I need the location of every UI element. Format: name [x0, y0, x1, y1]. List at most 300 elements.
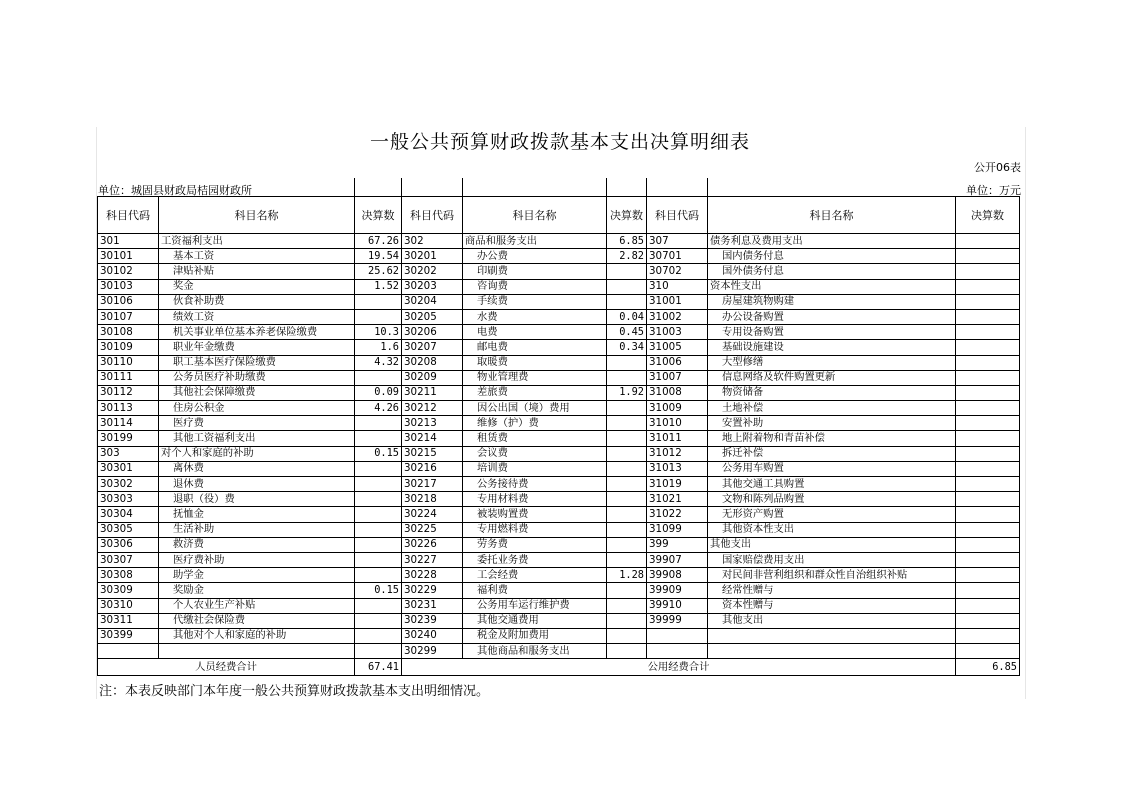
table-cell: 399: [647, 537, 708, 552]
table-cell: [355, 416, 402, 431]
table-row: [98, 628, 1020, 643]
table-row: [98, 279, 1020, 294]
table-cell: 302: [402, 234, 463, 249]
public-total-value: 6.85: [956, 659, 1020, 676]
table-cell: [607, 552, 647, 567]
table-cell: 30701: [647, 249, 708, 264]
table-cell: [355, 568, 402, 583]
column-header: 科目名称: [463, 197, 607, 234]
table-cell: 30212: [402, 401, 463, 416]
table-cell: 职工基本医疗保险缴费: [159, 355, 355, 370]
table-cell: 30113: [98, 401, 159, 416]
table-cell: 职业年金缴费: [159, 340, 355, 355]
table-cell: 310: [647, 279, 708, 294]
table-cell: [956, 431, 1020, 446]
table-cell: 30302: [98, 477, 159, 492]
form-number: 公开06表: [974, 161, 1021, 174]
table-cell: 物业管理费: [463, 370, 607, 385]
table-cell: [956, 613, 1020, 628]
table-cell: 0.09: [355, 385, 402, 400]
table-row: [98, 416, 1020, 431]
table-cell: [355, 507, 402, 522]
table-cell: 31009: [647, 401, 708, 416]
table-cell: 30209: [402, 370, 463, 385]
table-cell: [956, 264, 1020, 279]
table-cell: 委托业务费: [463, 552, 607, 567]
table-cell: 信息网络及软件购置更新: [708, 370, 956, 385]
table-cell: 对民间非营利组织和群众性自治组织补贴: [708, 568, 956, 583]
table-cell: [98, 644, 159, 659]
table-cell: [708, 644, 956, 659]
table-cell: 印刷费: [463, 264, 607, 279]
column-header: 科目代码: [647, 197, 708, 234]
table-row: [98, 613, 1020, 628]
table-cell: 30201: [402, 249, 463, 264]
table-cell: 其他对个人和家庭的补助: [159, 628, 355, 643]
table-cell: 4.26: [355, 401, 402, 416]
table-cell: 10.3: [355, 325, 402, 340]
table-cell: 国家赔偿费用支出: [708, 552, 956, 567]
table-cell: 30308: [98, 568, 159, 583]
table-cell: 31021: [647, 492, 708, 507]
table-cell: [607, 477, 647, 492]
header-row: [98, 197, 1020, 234]
table-cell: [956, 385, 1020, 400]
table-cell: 维修（护）费: [463, 416, 607, 431]
table-cell: [956, 370, 1020, 385]
table-cell: 电费: [463, 325, 607, 340]
table-cell: [355, 644, 402, 659]
table-cell: 30299: [402, 644, 463, 659]
table-cell: [607, 355, 647, 370]
table-cell: [956, 492, 1020, 507]
table-cell: 其他商品和服务支出: [463, 644, 607, 659]
table-cell: 31007: [647, 370, 708, 385]
table-cell: 30225: [402, 522, 463, 537]
table-cell: [956, 477, 1020, 492]
table-cell: 资本性支出: [708, 279, 956, 294]
table-cell: 30227: [402, 552, 463, 567]
table-cell: [355, 431, 402, 446]
table-cell: 30199: [98, 431, 159, 446]
table-row: [98, 461, 1020, 476]
table-cell: 代缴社会保险费: [159, 613, 355, 628]
table-cell: 30301: [98, 461, 159, 476]
table-cell: 差旅费: [463, 385, 607, 400]
table-cell: [355, 309, 402, 324]
table-cell: 30217: [402, 477, 463, 492]
table-row: [98, 568, 1020, 583]
table-cell: 30218: [402, 492, 463, 507]
table-cell: 劳务费: [463, 537, 607, 552]
table-cell: 其他交通工具购置: [708, 477, 956, 492]
table-cell: 救济费: [159, 537, 355, 552]
table-row: [98, 385, 1020, 400]
table-cell: [607, 264, 647, 279]
table-cell: 30102: [98, 264, 159, 279]
table-cell: 无形资产购置: [708, 507, 956, 522]
table-cell: [355, 598, 402, 613]
table-cell: [355, 461, 402, 476]
table-row: [98, 598, 1020, 613]
table-cell: 工会经费: [463, 568, 607, 583]
table-cell: 住房公积金: [159, 401, 355, 416]
table-cell: [607, 522, 647, 537]
table-row: [98, 477, 1020, 492]
table-cell: 1.28: [607, 568, 647, 583]
table-cell: 办公设备购置: [708, 309, 956, 324]
table-cell: [607, 628, 647, 643]
table-cell: 30231: [402, 598, 463, 613]
table-cell: 其他社会保障缴费: [159, 385, 355, 400]
table-cell: 取暖费: [463, 355, 607, 370]
table-cell: 31022: [647, 507, 708, 522]
table-cell: 退职（役）费: [159, 492, 355, 507]
table-cell: 拆迁补偿: [708, 446, 956, 461]
table-row: [98, 264, 1020, 279]
table-cell: 福利费: [463, 583, 607, 598]
table-row: [98, 583, 1020, 598]
table-cell: 31006: [647, 355, 708, 370]
table-cell: [956, 340, 1020, 355]
table-cell: [355, 537, 402, 552]
table-cell: 公务接待费: [463, 477, 607, 492]
table-cell: 30309: [98, 583, 159, 598]
table-cell: [607, 461, 647, 476]
table-cell: 土地补偿: [708, 401, 956, 416]
table-row: [98, 340, 1020, 355]
table-cell: 公务员医疗补助缴费: [159, 370, 355, 385]
table-cell: 专用材料费: [463, 492, 607, 507]
table-cell: 离休费: [159, 461, 355, 476]
table-row: [98, 552, 1020, 567]
personnel-total-value: 67.41: [355, 659, 402, 676]
table-cell: 税金及附加费用: [463, 628, 607, 643]
table-cell: 医疗费: [159, 416, 355, 431]
public-total-label: 公用经费合计: [402, 659, 956, 676]
table-cell: [956, 507, 1020, 522]
table-cell: [607, 279, 647, 294]
table-cell: 助学金: [159, 568, 355, 583]
table-cell: 31001: [647, 294, 708, 309]
table-cell: 2.82: [607, 249, 647, 264]
table-cell: [956, 325, 1020, 340]
table-cell: 30112: [98, 385, 159, 400]
column-header: 科目名称: [708, 197, 956, 234]
table-cell: 30399: [98, 628, 159, 643]
table-cell: 31011: [647, 431, 708, 446]
table-cell: 退休费: [159, 477, 355, 492]
table-cell: 国内债务付息: [708, 249, 956, 264]
table-cell: 31013: [647, 461, 708, 476]
table-cell: 30240: [402, 628, 463, 643]
table-row: [98, 537, 1020, 552]
table-cell: [956, 552, 1020, 567]
table-cell: 其他交通费用: [463, 613, 607, 628]
table-cell: [355, 492, 402, 507]
table-row: [98, 249, 1020, 264]
table-cell: 30224: [402, 507, 463, 522]
table-cell: 培训费: [463, 461, 607, 476]
table-cell: 0.15: [355, 446, 402, 461]
table-cell: [956, 401, 1020, 416]
table-cell: 商品和服务支出: [463, 234, 607, 249]
table-cell: 其他支出: [708, 537, 956, 552]
table-cell: 31003: [647, 325, 708, 340]
table-cell: 39910: [647, 598, 708, 613]
table-cell: [607, 613, 647, 628]
table-cell: 基础设施建设: [708, 340, 956, 355]
table-cell: 30101: [98, 249, 159, 264]
table-cell: 咨询费: [463, 279, 607, 294]
table-cell: 67.26: [355, 234, 402, 249]
table-cell: 30702: [647, 264, 708, 279]
table-cell: 25.62: [355, 264, 402, 279]
table-cell: 抚恤金: [159, 507, 355, 522]
table-cell: 专用燃料费: [463, 522, 607, 537]
table-row: [98, 234, 1020, 249]
table-cell: 39907: [647, 552, 708, 567]
table-cell: 奖励金: [159, 583, 355, 598]
table-cell: [956, 309, 1020, 324]
table-cell: 专用设备购置: [708, 325, 956, 340]
unit-row: [98, 178, 1020, 197]
table-cell: [956, 568, 1020, 583]
table-cell: 30110: [98, 355, 159, 370]
table-cell: 30202: [402, 264, 463, 279]
table-cell: 1.92: [607, 385, 647, 400]
table-cell: 债务利息及费用支出: [708, 234, 956, 249]
table-cell: [956, 355, 1020, 370]
table-cell: 其他资本性支出: [708, 522, 956, 537]
table-cell: 安置补助: [708, 416, 956, 431]
table-cell: [607, 416, 647, 431]
table-cell: 0.04: [607, 309, 647, 324]
table-cell: 30111: [98, 370, 159, 385]
table-cell: 对个人和家庭的补助: [159, 446, 355, 461]
table-cell: [355, 370, 402, 385]
footnote: 注：本表反映部门本年度一般公共预算财政拨款基本支出明细情况。: [99, 684, 490, 699]
table-cell: 30239: [402, 613, 463, 628]
table-cell: 31008: [647, 385, 708, 400]
table-cell: 30208: [402, 355, 463, 370]
table-cell: [355, 522, 402, 537]
table-cell: 30204: [402, 294, 463, 309]
table-cell: 30107: [98, 309, 159, 324]
table-cell: 公务用车运行维护费: [463, 598, 607, 613]
table-cell: 物资储备: [708, 385, 956, 400]
table-cell: 0.15: [355, 583, 402, 598]
table-cell: 30310: [98, 598, 159, 613]
table-title: 一般公共预算财政拨款基本支出决算明细表: [369, 131, 750, 153]
table-cell: [607, 598, 647, 613]
table-cell: [607, 446, 647, 461]
table-cell: 31019: [647, 477, 708, 492]
table-cell: 手续费: [463, 294, 607, 309]
table-cell: 30114: [98, 416, 159, 431]
column-header: 决算数: [956, 197, 1020, 234]
table-cell: 房屋建筑物购建: [708, 294, 956, 309]
table-cell: [607, 644, 647, 659]
table-cell: [956, 644, 1020, 659]
table-cell: [956, 234, 1020, 249]
table-cell: [956, 279, 1020, 294]
table-cell: 30203: [402, 279, 463, 294]
table-cell: 1.6: [355, 340, 402, 355]
table-cell: 31010: [647, 416, 708, 431]
table-cell: 39999: [647, 613, 708, 628]
table-cell: 办公费: [463, 249, 607, 264]
table-cell: 30207: [402, 340, 463, 355]
table-cell: 30106: [98, 294, 159, 309]
table-cell: 30108: [98, 325, 159, 340]
table-cell: 30228: [402, 568, 463, 583]
table-cell: 0.45: [607, 325, 647, 340]
table-cell: 经常性赠与: [708, 583, 956, 598]
totals-row: [98, 659, 1020, 676]
table-cell: 31005: [647, 340, 708, 355]
table-cell: 303: [98, 446, 159, 461]
table-cell: 租赁费: [463, 431, 607, 446]
table-cell: 30215: [402, 446, 463, 461]
table-cell: 工资福利支出: [159, 234, 355, 249]
unit-organization: 单位：城固县财政局桔园财政所: [98, 184, 252, 197]
table-cell: 19.54: [355, 249, 402, 264]
table-cell: [159, 644, 355, 659]
table-cell: [956, 583, 1020, 598]
table-cell: 基本工资: [159, 249, 355, 264]
table-cell: [355, 477, 402, 492]
table-cell: [956, 522, 1020, 537]
table-cell: 4.32: [355, 355, 402, 370]
table-row: [98, 370, 1020, 385]
table-cell: [956, 446, 1020, 461]
table-cell: [647, 628, 708, 643]
table-cell: 水费: [463, 309, 607, 324]
column-header: 决算数: [607, 197, 647, 234]
table-cell: 30305: [98, 522, 159, 537]
table-cell: 医疗费补助: [159, 552, 355, 567]
table-cell: 邮电费: [463, 340, 607, 355]
table-cell: 31099: [647, 522, 708, 537]
table-cell: 39908: [647, 568, 708, 583]
table-cell: 30306: [98, 537, 159, 552]
table-cell: 30229: [402, 583, 463, 598]
table-cell: [956, 416, 1020, 431]
table-row: [98, 325, 1020, 340]
table-cell: [607, 507, 647, 522]
table-cell: 1.52: [355, 279, 402, 294]
table-cell: [956, 537, 1020, 552]
table-cell: 其他支出: [708, 613, 956, 628]
table-cell: [607, 370, 647, 385]
table-cell: [355, 552, 402, 567]
table-row: [98, 355, 1020, 370]
table-cell: 文物和陈列品购置: [708, 492, 956, 507]
table-cell: 机关事业单位基本养老保险缴费: [159, 325, 355, 340]
table-cell: [956, 294, 1020, 309]
table-cell: [956, 628, 1020, 643]
table-cell: [607, 492, 647, 507]
table-cell: 生活补助: [159, 522, 355, 537]
table-cell: 资本性赠与: [708, 598, 956, 613]
unit-currency: 单位：万元: [966, 184, 1021, 197]
table-cell: 30216: [402, 461, 463, 476]
table-cell: [956, 598, 1020, 613]
table-row: [98, 492, 1020, 507]
table-cell: 30206: [402, 325, 463, 340]
table-cell: 30304: [98, 507, 159, 522]
table-cell: 会议费: [463, 446, 607, 461]
table-cell: 30226: [402, 537, 463, 552]
table-cell: 6.85: [607, 234, 647, 249]
table-cell: 30103: [98, 279, 159, 294]
table-cell: 津贴补贴: [159, 264, 355, 279]
table-cell: 公务用车购置: [708, 461, 956, 476]
table-row: [98, 294, 1020, 309]
column-header: 科目代码: [402, 197, 463, 234]
table-cell: [956, 461, 1020, 476]
table-cell: 伙食补助费: [159, 294, 355, 309]
table-cell: [708, 628, 956, 643]
column-header: 决算数: [355, 197, 402, 234]
table-cell: 国外债务付息: [708, 264, 956, 279]
table-cell: [607, 431, 647, 446]
table-cell: 大型修缮: [708, 355, 956, 370]
table-cell: 31012: [647, 446, 708, 461]
table-cell: 奖金: [159, 279, 355, 294]
table-cell: 301: [98, 234, 159, 249]
table-cell: 绩效工资: [159, 309, 355, 324]
table-cell: 307: [647, 234, 708, 249]
table-cell: [607, 583, 647, 598]
table-row: [98, 309, 1020, 324]
table-row: [98, 507, 1020, 522]
table-cell: 30211: [402, 385, 463, 400]
table-cell: 个人农业生产补贴: [159, 598, 355, 613]
table-cell: 31002: [647, 309, 708, 324]
table-cell: 30303: [98, 492, 159, 507]
table-row: [98, 446, 1020, 461]
table-cell: 地上附着物和青苗补偿: [708, 431, 956, 446]
table-row: [98, 644, 1020, 659]
personnel-total-label: 人员经费合计: [98, 659, 355, 676]
table-cell: 因公出国（境）费用: [463, 401, 607, 416]
table-cell: [647, 644, 708, 659]
table-cell: [607, 294, 647, 309]
column-header: 科目代码: [98, 197, 159, 234]
table-row: [98, 431, 1020, 446]
table-cell: 30311: [98, 613, 159, 628]
table-row: [98, 522, 1020, 537]
table-cell: 其他工资福利支出: [159, 431, 355, 446]
table-cell: 30205: [402, 309, 463, 324]
table-cell: 30307: [98, 552, 159, 567]
table-cell: [355, 294, 402, 309]
expenditure-table: [97, 178, 1020, 676]
table-cell: [956, 249, 1020, 264]
table-cell: [355, 628, 402, 643]
table-cell: 30109: [98, 340, 159, 355]
table-cell: [607, 537, 647, 552]
column-header: 科目名称: [159, 197, 355, 234]
table-cell: 39909: [647, 583, 708, 598]
table-cell: [355, 613, 402, 628]
table-cell: 30213: [402, 416, 463, 431]
table-cell: 30214: [402, 431, 463, 446]
table-cell: 0.34: [607, 340, 647, 355]
table-row: [98, 401, 1020, 416]
